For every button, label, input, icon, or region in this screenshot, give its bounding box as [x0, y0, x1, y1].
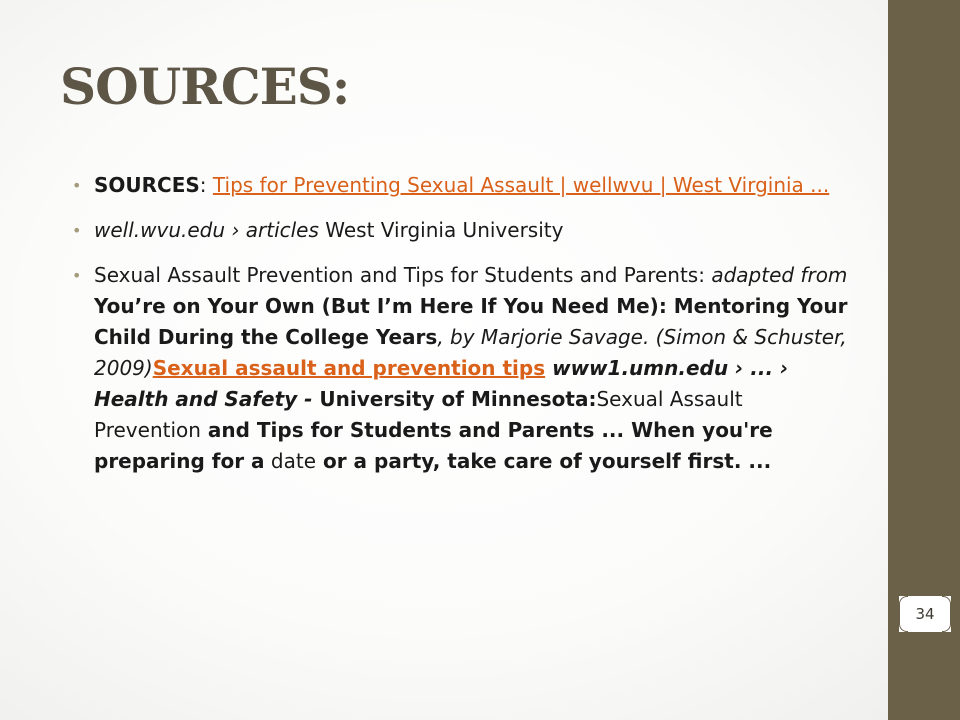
sources-label: SOURCES	[94, 173, 200, 197]
slide-title: SOURCES:	[60, 57, 350, 116]
bullet-list	[70, 170, 850, 491]
umn-url: www1.umn.edu › ... › Health and Safety -	[94, 356, 789, 411]
umn-text-7: Sexual Assault Prevention	[94, 387, 743, 442]
umn-text-10: or a party, take care of yourself first. ...	[316, 449, 772, 473]
book-author: , by Marjorie Savage. (Simon & Schuster, 2009)	[94, 325, 847, 380]
umn-link[interactable]	[153, 356, 545, 380]
bullet-item-wvu	[70, 215, 850, 246]
book-title: You’re on Your Own (But I’m Here If You Need Me): Mentoring Your Child During the College Years	[94, 294, 848, 349]
umn-text-9: date	[264, 449, 317, 473]
umn-text-8: and Tips for Students and Parents ... When you're preparing for a	[94, 418, 773, 473]
wvu-url: well.wvu.edu › articles	[94, 218, 319, 242]
bullet-item-sources	[70, 170, 850, 201]
umn-source: University of Minnesota:	[312, 387, 597, 411]
umn-link-text[interactable]: Sexual assault and prevention tips	[152, 356, 546, 380]
slide-number: 34	[899, 596, 951, 632]
bullet-item-umn	[70, 260, 850, 477]
umn-text-2: adapted from	[711, 263, 848, 287]
wellwvu-link[interactable]: Tips for Preventing Sexual Assault | wellwvu | West Virginia ...	[212, 173, 830, 197]
wvu-text: West Virginia University	[318, 218, 564, 242]
sources-colon: :	[199, 173, 213, 197]
umn-text-1: Sexual Assault Prevention and Tips for Students and Parents:	[94, 263, 712, 287]
